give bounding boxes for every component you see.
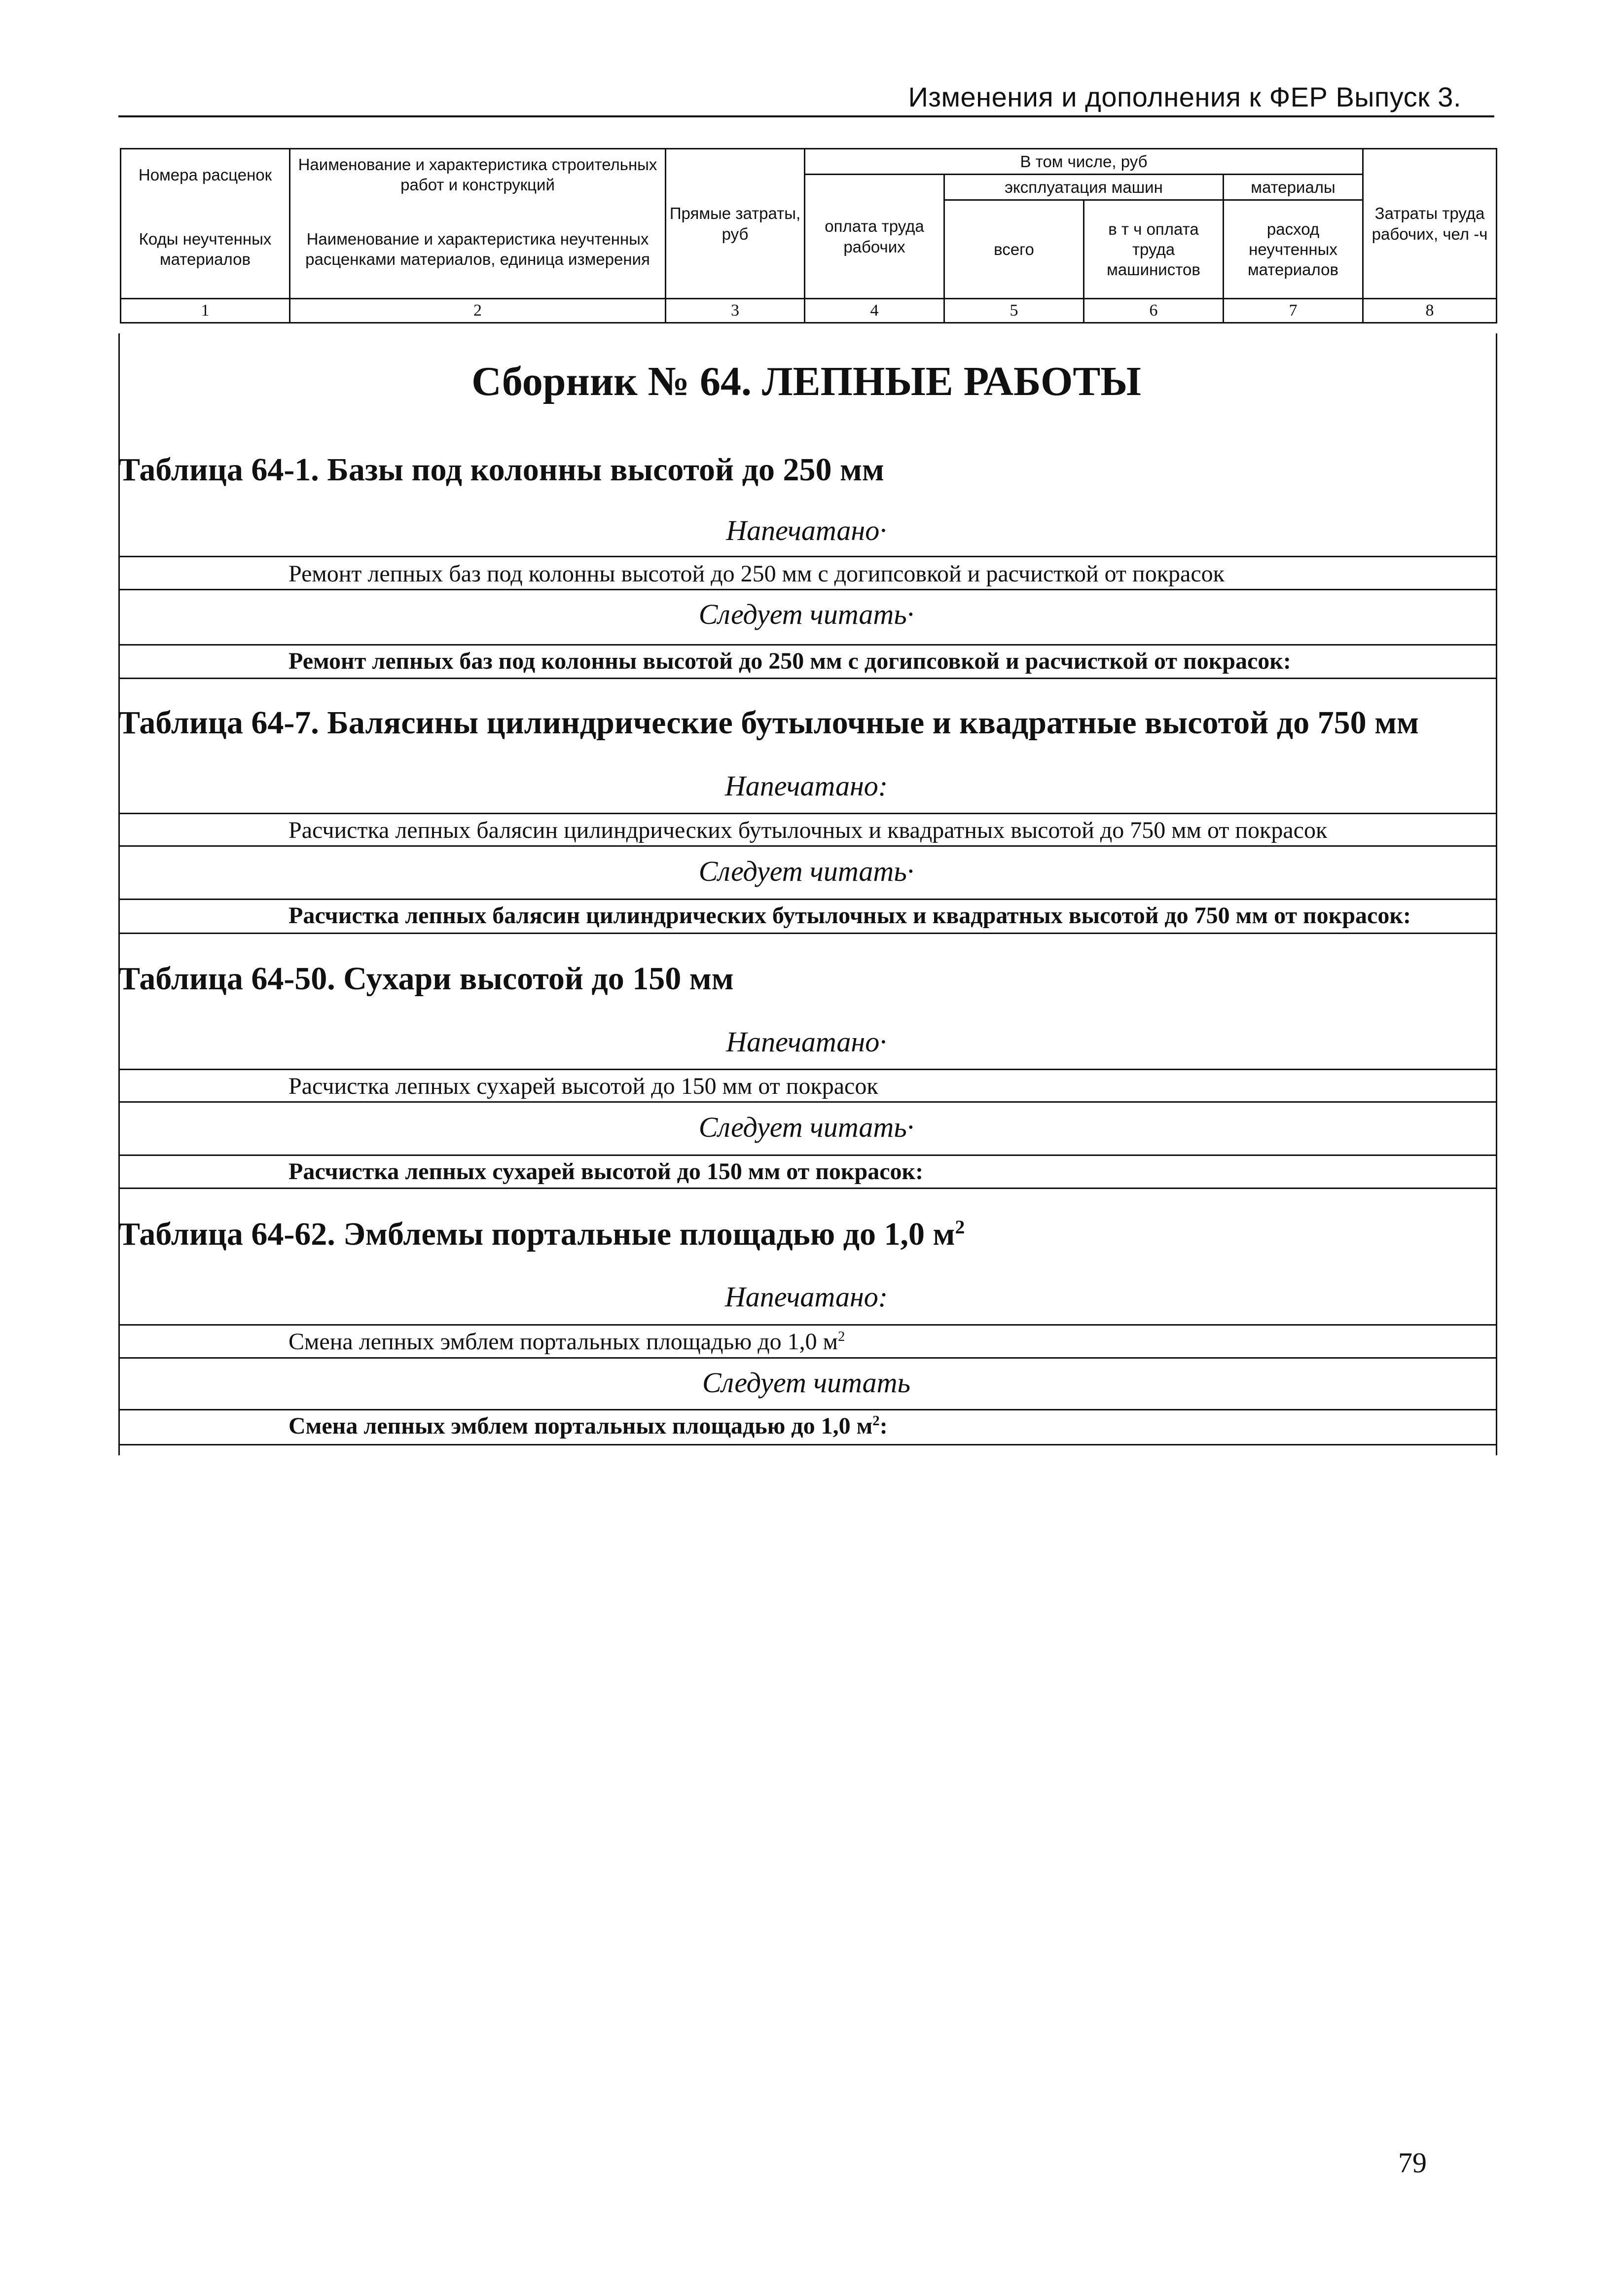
header-material-consumption: расход неучтенных материалов <box>1224 200 1363 299</box>
header-material-names: Наименование и характеристика неучтенных расценками материалов, единица измерения <box>290 200 666 299</box>
section-title: Таблица 64-7. Балясины цилиндрические бутылочные и квадратные высотой до 750 мм <box>118 705 1419 741</box>
header-labor-hours: Затраты труда рабочих, чел -ч <box>1363 149 1497 299</box>
collection-title: Сборник № 64. ЛЕПНЫЕ РАБОТЫ <box>471 359 1141 404</box>
header-materials: материалы <box>1224 175 1363 200</box>
should-read-label: Следует читать <box>702 1367 910 1399</box>
header-work-name: Наименование и характеристика строительных работ и конструкций <box>290 149 666 200</box>
printed-text: Расчистка лепных балясин цилиндрических бутылочных и квадратных высотой до 750 мм от покрасок <box>289 817 1328 843</box>
column-number: 8 <box>1363 299 1497 323</box>
row-divider <box>118 933 1496 934</box>
should-read-text: Расчистка лепных сухарей высотой до 150 мм от покрасок: <box>289 1158 924 1185</box>
should-read-text: Смена лепных эмблем портальных площадью до 1,0 $м^2$: <box>289 1413 888 1439</box>
row-divider <box>118 1324 1496 1326</box>
column-header-table <box>120 148 1497 324</box>
superscript: 2 <box>872 1413 880 1429</box>
row-divider <box>118 678 1496 679</box>
row-divider <box>118 1357 1496 1359</box>
row-divider <box>118 899 1496 900</box>
column-number: 5 <box>944 299 1084 323</box>
header-machine-total: всего <box>944 200 1084 299</box>
column-number: 1 <box>121 299 290 323</box>
header-material-codes: Коды неучтенных материалов <box>121 200 290 299</box>
page-number: 79 <box>1398 2147 1427 2179</box>
printed-text: Ремонт лепных баз под колонны высотой до 250 мм с догипсовкой и расчисткой от покрасок <box>289 561 1225 587</box>
header-rule <box>118 115 1494 117</box>
row-divider <box>118 589 1496 590</box>
printed-label: Напечатано· <box>726 1026 887 1058</box>
row-divider <box>118 1444 1496 1445</box>
row-divider <box>118 845 1496 847</box>
row-divider <box>118 644 1496 646</box>
header-machinist-pay: в т ч оплата труда машинистов <box>1084 200 1224 299</box>
row-divider <box>118 1188 1496 1189</box>
should-read-text: Расчистка лепных балясин цилиндрических бутылочных и квадратных высотой до 750 мм от покрасок: <box>289 902 1411 929</box>
column-number: 6 <box>1084 299 1224 323</box>
header-including: В том числе, руб <box>805 149 1363 175</box>
section-title: Таблица 64-50. Сухари высотой до 150 мм <box>118 961 734 997</box>
printed-label: Напечатано· <box>726 514 887 546</box>
should-read-label: Следует читать· <box>698 855 914 887</box>
should-read-label: Следует читать· <box>698 1111 914 1143</box>
column-number: 2 <box>290 299 666 323</box>
row-divider <box>118 1069 1496 1070</box>
column-number: 3 <box>666 299 805 323</box>
should-read-label: Следует читать· <box>698 598 914 630</box>
row-divider <box>118 556 1496 557</box>
printed-text: Смена лепных эмблем портальных площадью до 1,0 $м^2$ <box>289 1329 845 1355</box>
printed-label: Напечатано: <box>724 1281 888 1313</box>
header-machine-use: эксплуатация машин <box>944 175 1224 200</box>
superscript: 2 <box>837 1329 845 1344</box>
superscript: 2 <box>955 1216 965 1238</box>
should-read-text: Ремонт лепных баз под колонны высотой до 250 мм с догипсовкой и расчисткой от покрасок: <box>289 648 1291 674</box>
row-divider <box>118 1154 1496 1156</box>
printed-text: Расчистка лепных сухарей высотой до 150 мм от покрасок <box>289 1073 878 1099</box>
running-header: Изменения и дополнения к ФЕР Выпуск 3. <box>908 81 1461 112</box>
header-direct-costs: Прямые затраты, руб <box>666 149 805 299</box>
row-divider <box>118 1409 1496 1410</box>
column-number: 7 <box>1224 299 1363 323</box>
row-divider <box>118 1101 1496 1103</box>
column-number: 4 <box>805 299 944 323</box>
row-divider <box>118 813 1496 814</box>
header-worker-pay: оплата труда рабочих <box>805 175 944 299</box>
header-rate-numbers: Номера расценок <box>121 149 290 200</box>
printed-label: Напечатано: <box>724 770 888 802</box>
section-title: Таблица 64-1. Базы под колонны высотой до 250 мм <box>118 452 884 488</box>
section-title: Таблица 64-62. Эмблемы портальные площадью до 1,0 $м^2$ <box>118 1216 965 1252</box>
